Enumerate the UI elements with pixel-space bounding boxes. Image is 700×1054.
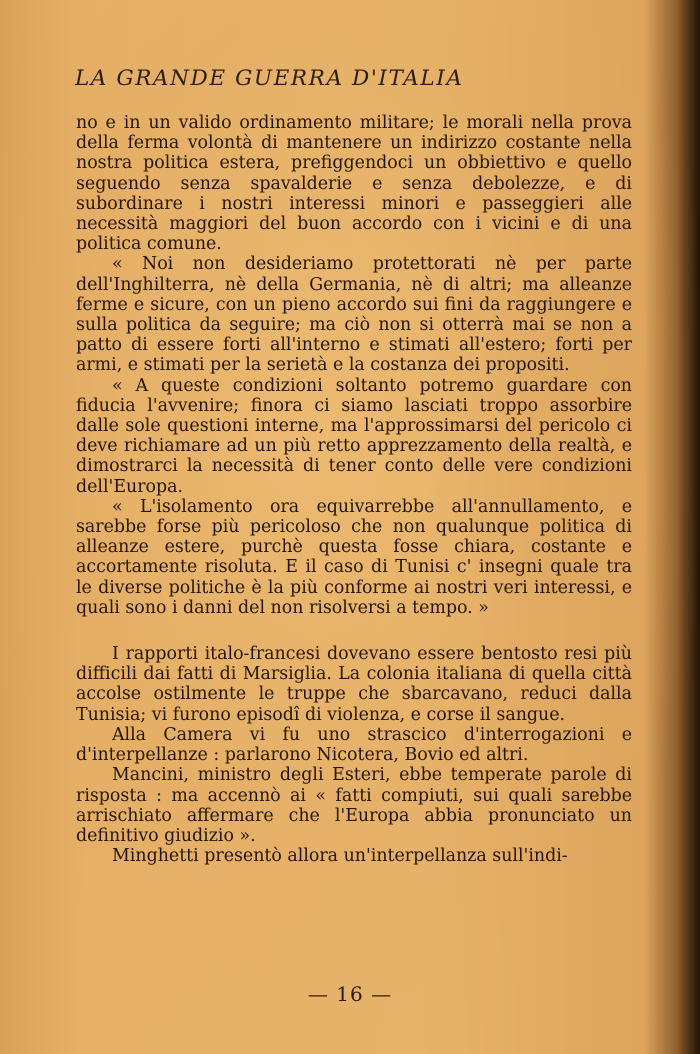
page-edge-shadow bbox=[678, 0, 700, 1054]
body-text bbox=[76, 113, 632, 866]
paragraph: « Noi non desideriamo protettorati nè per parte dell'Inghilterra, nè della Germania, nè di altri; ma alleanze ferme e sicure, con un pieno accordo sui fini da raggiungere e sulla politica da seguire; ma ciò non si otterrà mai se non a patto di essere forti all'interno e stimati all'estero; forti per armi, e stimati per la serietà e la costanza dei propositi. bbox=[76, 254, 632, 376]
paragraph: « A queste condizioni soltanto potremo guardare con fiducia l'avvenire; finora ci siamo lasciati troppo assorbire dalle sole questioni interne, ma l'approssimarsi del pericolo ci deve richiamare ad un più retto apprezzamento della realtà, e dimostrarci la necessità di tener conto delle vere condizioni dell'Europa. bbox=[76, 375, 632, 497]
paragraph: I rapporti italo-francesi dovevano essere bentosto resi più difficili dai fatti di Marsiglia. La colonia italiana di quella città accolse ostilmente le truppe che sbarcavano, reduci dalla Tunisia; vi furono episodî di violenza, e corse il sangue. bbox=[76, 644, 632, 725]
paragraph: Mancini, ministro degli Esteri, ebbe temperate parole di risposta : ma accennò ai « fatti compiuti, sui quali sarebbe arrischiato affermare che l'Europa abbia pronunciato un definitivo giudizio ». bbox=[76, 765, 632, 846]
paragraph: « L'isolamento ora equivarrebbe all'annullamento, e sarebbe forse più pericoloso che non qualunque politica di alleanze estere, purchè questa fosse chiara, costante e accortamente risoluta. E il caso di Tunisi c' insegni quale tra le diverse politiche è la più conforme ai nostri veri interessi, e quali sono i danni del non risolversi a tempo. » bbox=[76, 496, 632, 618]
running-head: LA GRANDE GUERRA D'ITALIA bbox=[75, 66, 464, 91]
page-number: — 16 — bbox=[307, 982, 393, 1006]
paragraph: Alla Camera vi fu uno strascico d'interrogazioni e d'interpellanze : parlarono Nicotera, Bovio ed altri. bbox=[76, 724, 632, 766]
paragraph: Minghetti presentò allora un'interpellanza sull'indi- bbox=[112, 846, 568, 867]
paragraph: no e in un valido ordinamento militare; le morali nella prova della ferma volontà di mantenere un indirizzo costante nella nostra politica estera, prefiggendoci un obbiettivo e quello seguendo senza spavalderie e senza debolezze, e di subordinare i nostri interessi minori e passeggieri alle necessità maggiori del buon accordo con i vicini e di una politica comune. bbox=[76, 113, 632, 255]
